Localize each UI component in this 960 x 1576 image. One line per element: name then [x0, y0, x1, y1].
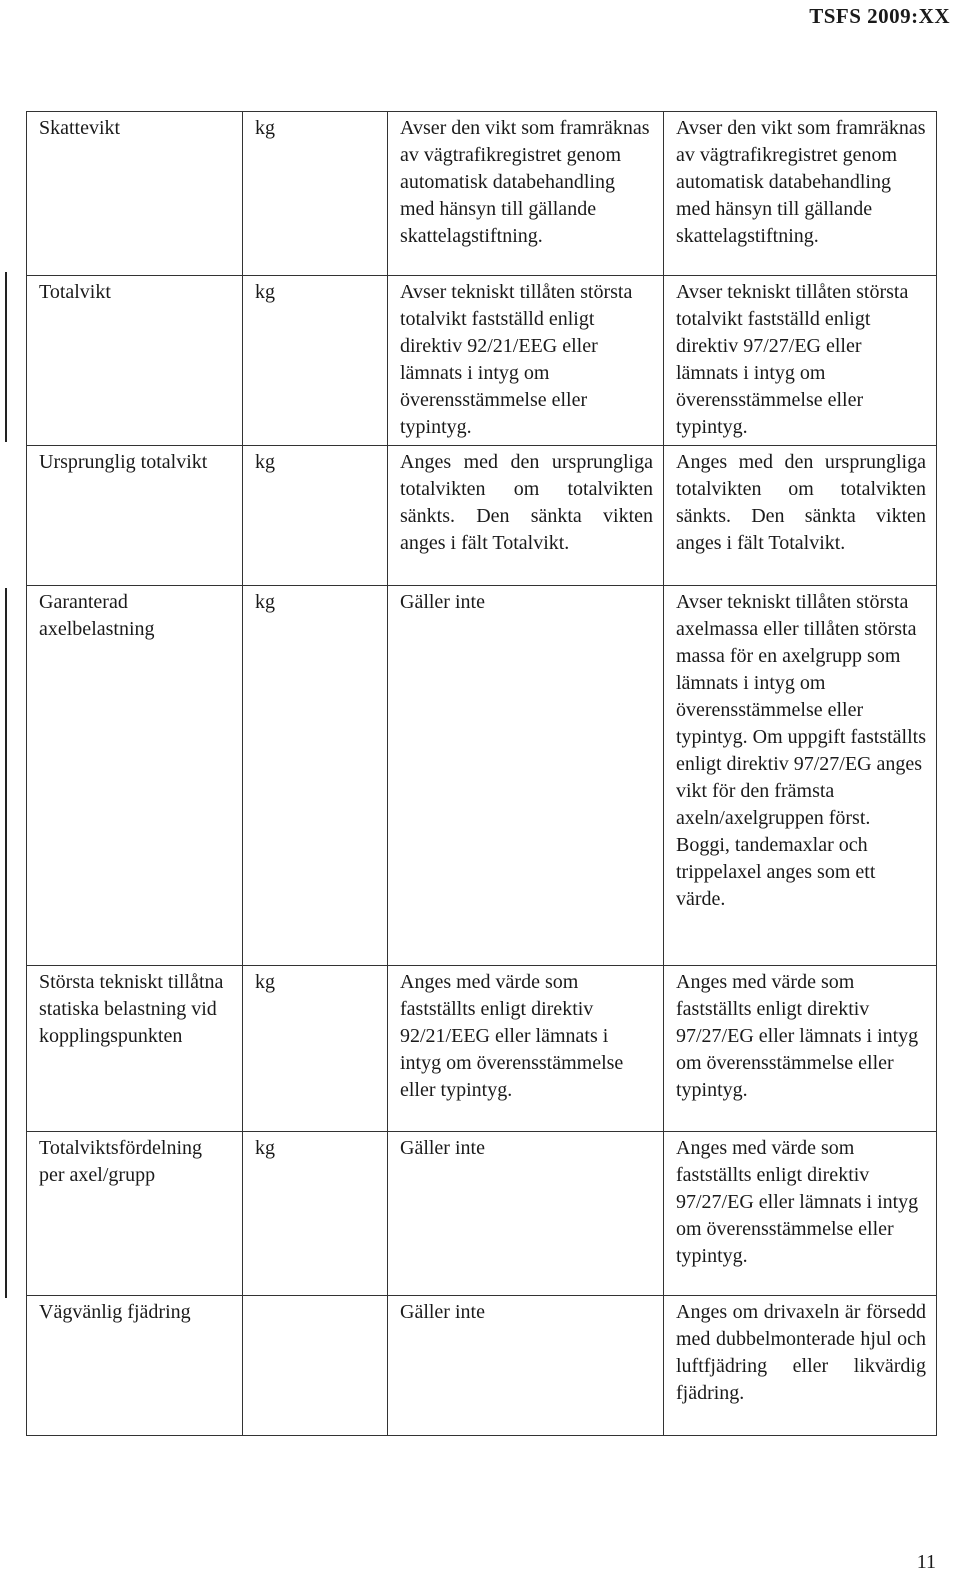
change-bar	[5, 272, 7, 442]
field-name-cell: Skattevikt	[27, 112, 243, 276]
table-row	[27, 276, 937, 446]
table-row	[27, 1296, 937, 1436]
description-cell-2: Anges med värde som fastställts enligt direktiv 97/27/EG eller lämnats i intyg om överensstämmelse eller typintyg.	[664, 1132, 937, 1296]
description-cell-1: Gäller inte	[388, 1132, 664, 1296]
description-cell-1: Avser tekniskt tillåten största totalvikt fastställd enligt direktiv 92/21/EEG eller lämnats i intyg om överensstämmelse eller typintyg.	[388, 276, 664, 446]
field-name-cell: Största tekniskt tillåtna statiska belastning vid kopplingspunkten	[27, 966, 243, 1132]
description-cell-1: Anges med den ursprungliga totalvikten om totalvikten sänkts. Den sänkta vikten anges i fält Totalvikt.	[388, 446, 664, 586]
unit-cell: kg	[243, 1132, 388, 1296]
unit-cell: kg	[243, 112, 388, 276]
field-name-cell: Ursprunglig totalvikt	[27, 446, 243, 586]
change-bar	[5, 588, 7, 1298]
document-code: TSFS 2009:XX	[809, 4, 950, 28]
table-row	[27, 586, 937, 966]
description-cell-2: Avser den vikt som framräknas av vägtrafikregistret genom automatisk databehandling med hänsyn till gällande skattelagstiftning.	[664, 112, 937, 276]
unit-cell: kg	[243, 276, 388, 446]
table-row	[27, 446, 937, 586]
description-cell-2: Avser tekniskt tillåten största totalvikt fastställd enligt direktiv 97/27/EG eller lämnats i intyg om överensstämmelse eller typintyg.	[664, 276, 937, 446]
description-cell-1: Gäller inte	[388, 1296, 664, 1436]
page-number: 11	[916, 1551, 936, 1573]
description-cell-2: Avser tekniskt tillåten största axelmassa eller tillåten största massa för en axelgrupp som lämnats i intyg om överensstämmelse eller typintyg. Om uppgift fastställts enligt direktiv 97/27/EG anges vikt för den främsta axeln/axelgruppen först. Boggi, tandemaxlar och trippelaxel anges som ett värde.	[664, 586, 937, 966]
field-name-cell: Totalvikt	[27, 276, 243, 446]
table-row	[27, 112, 937, 276]
unit-cell	[243, 1296, 388, 1436]
description-cell-1: Avser den vikt som framräknas av vägtrafikregistret genom automatisk databehandling med hänsyn till gällande skattelagstiftning.	[388, 112, 664, 276]
unit-cell: kg	[243, 446, 388, 586]
description-cell-1: Anges med värde som fastställts enligt direktiv 92/21/EEG eller lämnats i intyg om överensstämmelse eller typintyg.	[388, 966, 664, 1132]
description-cell-2: Anges med värde som fastställts enligt direktiv 97/27/EG eller lämnats i intyg om överensstämmelse eller typintyg.	[664, 966, 937, 1132]
unit-cell: kg	[243, 586, 388, 966]
description-cell-2: Anges om drivaxeln är försedd med dubbelmonterade hjul och luftfjädring eller likvärdig fjädring.	[664, 1296, 937, 1436]
unit-cell: kg	[243, 966, 388, 1132]
field-name-cell: Vägvänlig fjädring	[27, 1296, 243, 1436]
field-name-cell: Totalviktsfördelning per axel/grupp	[27, 1132, 243, 1296]
table-row	[27, 966, 937, 1132]
description-cell-1: Gäller inte	[388, 586, 664, 966]
description-cell-2: Anges med den ursprungliga totalvikten om totalvikten sänkts. Den sänkta vikten anges i fält Totalvikt.	[664, 446, 937, 586]
field-name-cell: Garanterad axelbelastning	[27, 586, 243, 966]
table-row	[27, 1132, 937, 1296]
specification-table	[26, 111, 937, 1436]
